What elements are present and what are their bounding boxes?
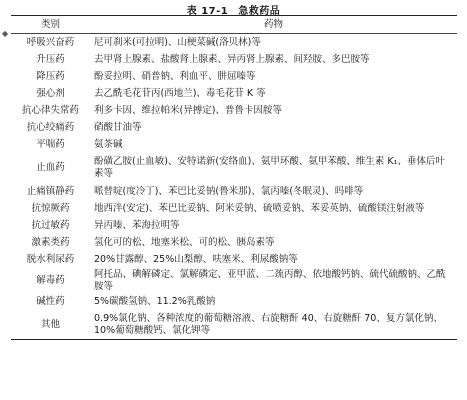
table-row — [11, 294, 457, 310]
row-drugs: 地西泮(安定)、苯巴比妥钠、阿米妥钠、硫喷妥钠、苯妥英钠、硫酸镁注射液等 — [94, 202, 425, 214]
table-title: 急救药品 — [238, 6, 281, 17]
row-category: 降压药 — [36, 70, 65, 82]
row-drugs: 氨茶碱 — [94, 138, 123, 150]
row-drugs: 去甲肾上腺素、盐酸肾上腺素、异丙肾上腺素、间羟胺、多巴胺等 — [94, 53, 370, 65]
row-category: 其他 — [40, 318, 60, 330]
table-row — [11, 85, 457, 102]
row-drugs: 异丙嗪、苯海拉明等 — [94, 219, 180, 231]
row-category: 止血药 — [36, 162, 65, 173]
row-category: 抗过敏药 — [31, 219, 70, 231]
row-drugs: 酚磺乙胺(止血敏)、安特诺新(安络血)、氨甲环酸、氨甲苯酸、维生素 K₁、垂体后叶素等 — [94, 156, 445, 179]
table-number: 表 17-1 — [186, 6, 229, 17]
table-row — [11, 200, 457, 217]
row-drugs: 利多卡因、维拉帕米(异搏定)、普鲁卡因胺等 — [94, 104, 282, 116]
row-category: 碱性药 — [36, 296, 65, 307]
table-row — [11, 51, 457, 68]
row-drugs: 哌替啶(度冷丁)、苯巴比妥钠(鲁米那)、氯丙嗪(冬眠灵)、吗啡等 — [94, 185, 364, 197]
margin-marker: ◆ — [2, 29, 9, 38]
table-row — [11, 268, 457, 294]
row-drugs: 5%碳酸氢钠、11.2%乳酸钠 — [94, 296, 216, 307]
table-row — [11, 136, 457, 153]
table-row — [11, 34, 457, 52]
table-row — [11, 251, 457, 268]
table-row — [11, 217, 457, 234]
row-category: 平喘药 — [36, 138, 65, 150]
row-drugs: 去乙酰毛花苷丙(西地兰)、毒毛花苷 K 等 — [94, 87, 266, 99]
row-category: 呼吸兴奋药 — [26, 36, 75, 48]
table-row — [11, 153, 457, 183]
row-category: 抗惊厥药 — [31, 202, 70, 214]
row-category: 脱水利尿药 — [26, 253, 75, 265]
table-row — [11, 119, 457, 136]
row-drugs: 酚妥拉明、硝普钠、利血平、肼屈嗪等 — [94, 70, 256, 82]
table-row — [11, 234, 457, 251]
row-drugs: 0.9%氯化钠、各种浓度的葡萄糖溶液、右旋糖酐 40、右旋糖酐 70、复方氯化钠、10%葡萄糖酸钙、氯化钾等 — [94, 312, 443, 336]
row-drugs: 硝酸甘油等 — [94, 121, 142, 133]
table-row — [11, 310, 457, 340]
row-category: 抗心绞痛药 — [26, 121, 75, 133]
emergency-drugs-table — [11, 15, 457, 340]
table-row — [11, 68, 457, 85]
row-drugs: 20%甘露醇、25%山梨醇、呋塞米、利尿酸钠等 — [94, 253, 298, 265]
row-drugs: 阿托品、碘解磷定、氯解磷定、亚甲蓝、二巯丙醇、依地酸钙钠、硫代硫酸钠、乙酰胺等 — [94, 269, 446, 292]
row-category: 抗心律失常药 — [21, 104, 79, 116]
header-category: 类别 — [40, 18, 60, 30]
table-row — [11, 102, 457, 119]
row-category: 止痛镇静药 — [26, 185, 75, 197]
row-drugs: 氢化可的松、地塞米松、可的松、胰岛素等 — [94, 236, 275, 248]
row-category: 激素类药 — [31, 236, 70, 248]
row-category: 升压药 — [36, 53, 65, 65]
header-drugs: 药物 — [263, 18, 283, 30]
row-drugs: 尼可刹米(可拉明)、山梗菜碱(洛贝林)等 — [94, 36, 261, 48]
table-header-row — [11, 16, 457, 34]
table-row — [11, 183, 457, 200]
row-category: 解毒药 — [36, 275, 65, 286]
row-category: 强心剂 — [36, 87, 65, 99]
